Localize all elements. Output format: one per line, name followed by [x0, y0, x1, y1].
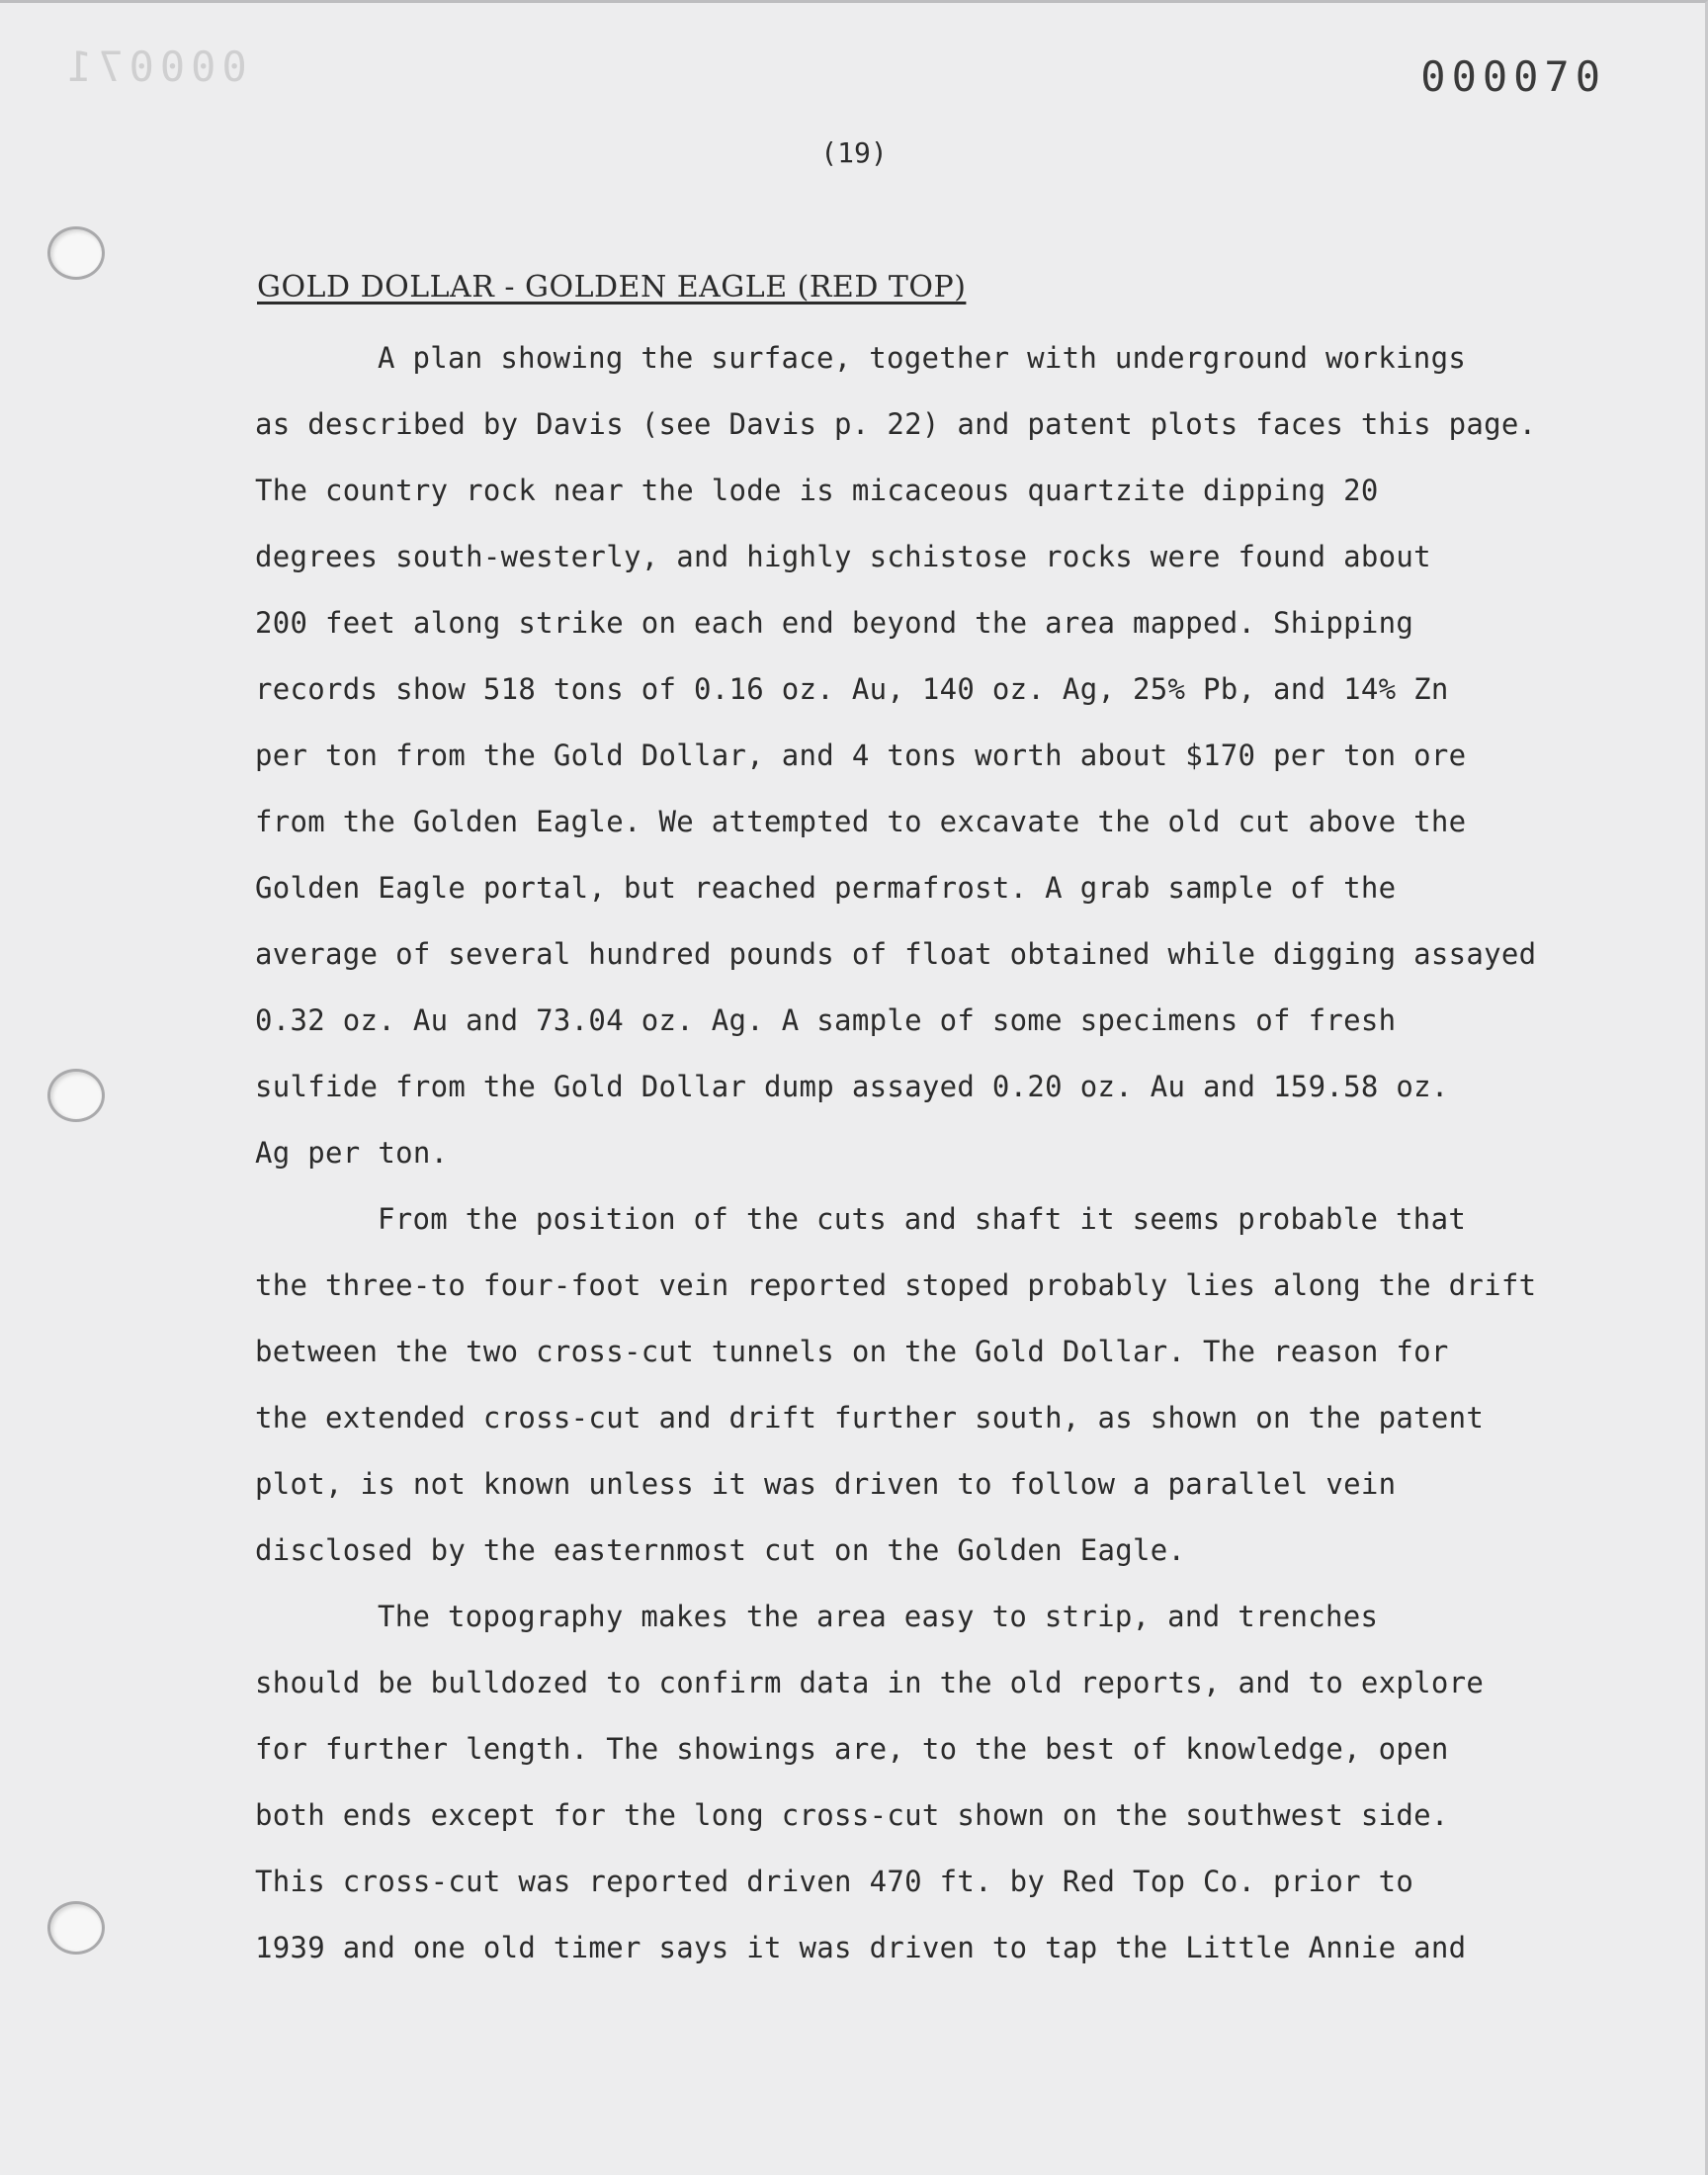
punch-hole-bottom: [47, 1901, 105, 1955]
body-line: the three-to four-foot vein reported stoped probably lies along the drift: [255, 1268, 1537, 1302]
body-line: This cross-cut was reported driven 470 ft. by Red Top Co. prior to: [255, 1865, 1414, 1898]
body-line: 200 feet along strike on each end beyond the area mapped. Shipping: [255, 606, 1414, 640]
body-line: The country rock near the lode is micaceous quartzite dipping 20: [255, 474, 1379, 507]
body-line: 1939 and one old timer says it was driven to tap the Little Annie and: [255, 1931, 1467, 1964]
body-line: records show 518 tons of 0.16 oz. Au, 140 oz. Ag, 25% Pb, and 14% Zn: [255, 672, 1449, 706]
body-line: The topography makes the area easy to strip, and trenches: [378, 1600, 1379, 1633]
body-line: from the Golden Eagle. We attempted to excavate the old cut above the: [255, 805, 1467, 838]
document-number: 000070: [1420, 52, 1606, 101]
body-line: as described by Davis (see Davis p. 22) and patent plots faces this page.: [255, 407, 1537, 441]
body-line: A plan showing the surface, together with underground workings: [378, 341, 1467, 375]
body-line: between the two cross-cut tunnels on the Gold Dollar. The reason for: [255, 1335, 1449, 1368]
body-line: disclosed by the easternmost cut on the Golden Eagle.: [255, 1533, 1186, 1567]
punch-hole-middle: [47, 1069, 105, 1122]
body-line: both ends except for the long cross-cut shown on the southwest side.: [255, 1798, 1449, 1832]
body-line: plot, is not known unless it was driven to follow a parallel vein: [255, 1467, 1397, 1501]
body-line: Ag per ton.: [255, 1136, 449, 1170]
body-line: should be bulldozed to confirm data in the old reports, and to explore: [255, 1666, 1485, 1699]
page-number: (19): [820, 136, 888, 169]
body-line: From the position of the cuts and shaft it seems probable that: [378, 1202, 1467, 1236]
body-line: sulfide from the Gold Dollar dump assayed 0.20 oz. Au and 159.58 oz.: [255, 1070, 1449, 1103]
body-line: 0.32 oz. Au and 73.04 oz. Ag. A sample of some specimens of fresh: [255, 1003, 1397, 1037]
body-line: average of several hundred pounds of float obtained while digging assayed: [255, 937, 1537, 971]
section-heading: GOLD DOLLAR - GOLDEN EAGLE (RED TOP): [257, 270, 967, 304]
body-line: for further length. The showings are, to the best of knowledge, open: [255, 1732, 1449, 1766]
body-line: degrees south-westerly, and highly schistose rocks were found about: [255, 540, 1431, 573]
punch-hole-top: [47, 226, 105, 280]
body-line: Golden Eagle portal, but reached permafrost. A grab sample of the: [255, 871, 1397, 905]
bleed-through-number: 000071: [61, 43, 247, 91]
body-line: the extended cross-cut and drift further south, as shown on the patent: [255, 1401, 1485, 1435]
body-line: per ton from the Gold Dollar, and 4 tons worth about $170 per ton ore: [255, 739, 1467, 772]
